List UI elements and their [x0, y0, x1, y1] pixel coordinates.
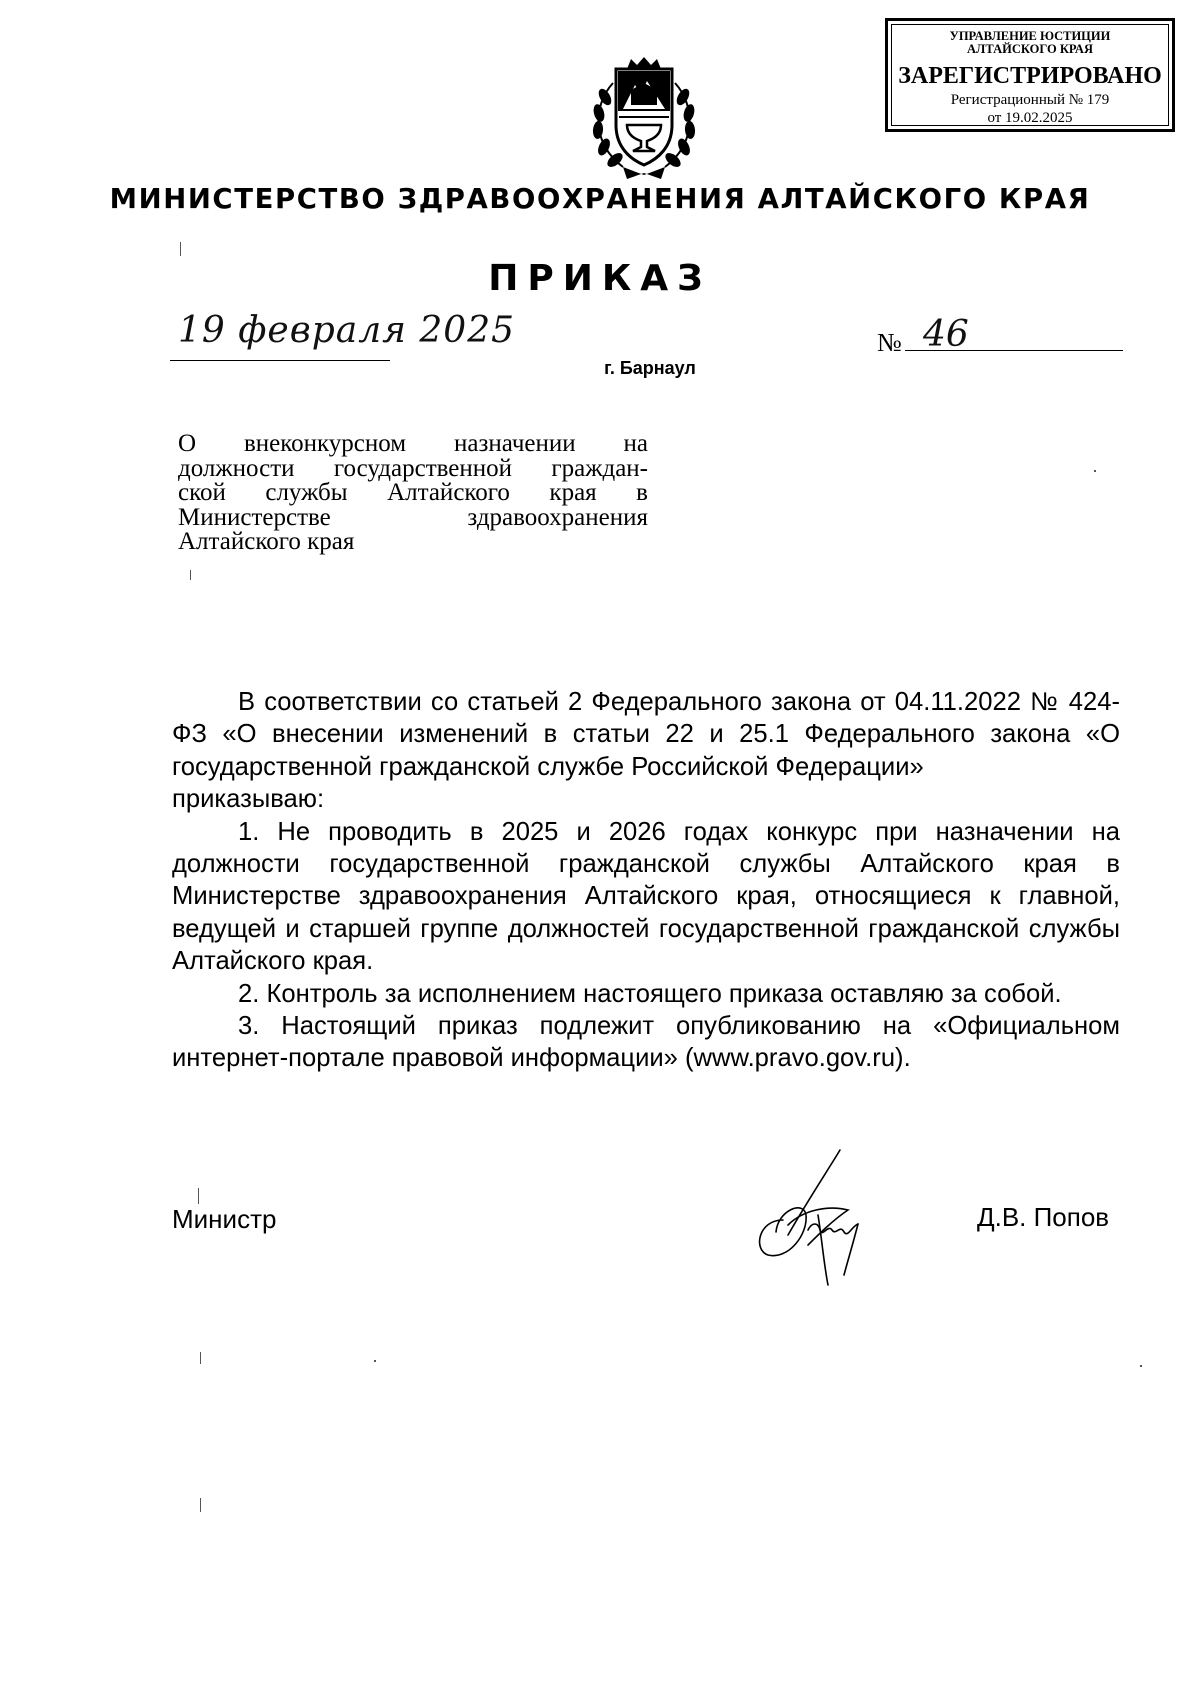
- stamp-registered: ЗАРЕГИСТРИРОВАНО: [898, 63, 1162, 89]
- order-subject: [178, 432, 648, 555]
- ministry-name: МИНИСТЕРСТВО ЗДРАВООХРАНЕНИЯ АЛТАЙСКОГО КРАЯ: [109, 183, 1091, 215]
- order-item-1: 1. Не проводить в 2025 и 2026 годах конкурс при назначении на должности государственной гражданской службы Алтайского края в Министерстве здравоохранения Алтайского края, относящиеся к главной, ведущей и старшей группе должностей государственной гражданской службы Алтайского края.: [172, 817, 1120, 976]
- handwritten-signature: [748, 1140, 898, 1290]
- stamp-office-line2: АЛТАЙСКОГО КРАЯ: [967, 42, 1093, 56]
- stamp-inner-frame: [891, 24, 1169, 126]
- subject-line: Алтайского края: [178, 528, 355, 555]
- handwritten-date: 19 февраля 2025: [178, 310, 516, 351]
- order-item-2: 2. Контроль за исполнением настоящего приказа оставляю за собой.: [238, 979, 1062, 1008]
- scan-speck: [374, 1360, 376, 1362]
- stamp-reg-number: Регистрационный № 179: [950, 92, 1110, 108]
- order-item-3: 3. Настоящий приказ подлежит опубликованию на «Официальном интернет-портале правовой информации» (www.pravo.gov.ru).: [172, 1012, 1120, 1073]
- preamble-paragraph: В соответствии со статьей 2 Федерального закона от 04.11.2022 № 424-ФЗ «О внесении изменений в статьи 22 и 25.1 Федерального закона «О государственной гражданской службе Российской Федерации»: [172, 688, 1120, 781]
- signatory-title: Министр: [172, 1204, 277, 1234]
- subject-line: ской службы Алтайского края в: [178, 479, 648, 506]
- coat-of-arms-icon: [583, 55, 705, 183]
- order-verb: приказываю:: [172, 785, 325, 814]
- city: г. Барнаул: [604, 358, 696, 378]
- scan-speck: [180, 242, 181, 256]
- scan-speck: [1094, 470, 1096, 472]
- handwritten-number: 46: [923, 314, 969, 355]
- registration-stamp: [885, 18, 1175, 132]
- scan-speck: [190, 570, 191, 580]
- stamp-office-line1: УПРАВЛЕНИЕ ЮСТИЦИИ: [949, 29, 1111, 43]
- scan-speck: [200, 1352, 201, 1364]
- stamp-office: [892, 30, 1168, 56]
- stamp-reg-date: от 19.02.2025: [987, 110, 1073, 126]
- scan-speck: [198, 1188, 199, 1204]
- signatory-name: Д.В. Попов: [977, 1202, 1110, 1232]
- order-body: [172, 686, 1120, 1075]
- subject-line: Министерстве здравоохранения: [178, 503, 648, 531]
- subject-line: должности государственной граждан-: [178, 454, 648, 482]
- date-underline: [170, 360, 390, 361]
- subject-line: О внеконкурсном назначении на: [178, 430, 648, 457]
- document-type: ПРИКАЗ: [488, 258, 712, 299]
- scan-speck: [1140, 1365, 1142, 1367]
- number-prefix: №: [877, 328, 902, 357]
- number-underline: [905, 350, 1123, 351]
- scan-speck: [200, 1498, 201, 1512]
